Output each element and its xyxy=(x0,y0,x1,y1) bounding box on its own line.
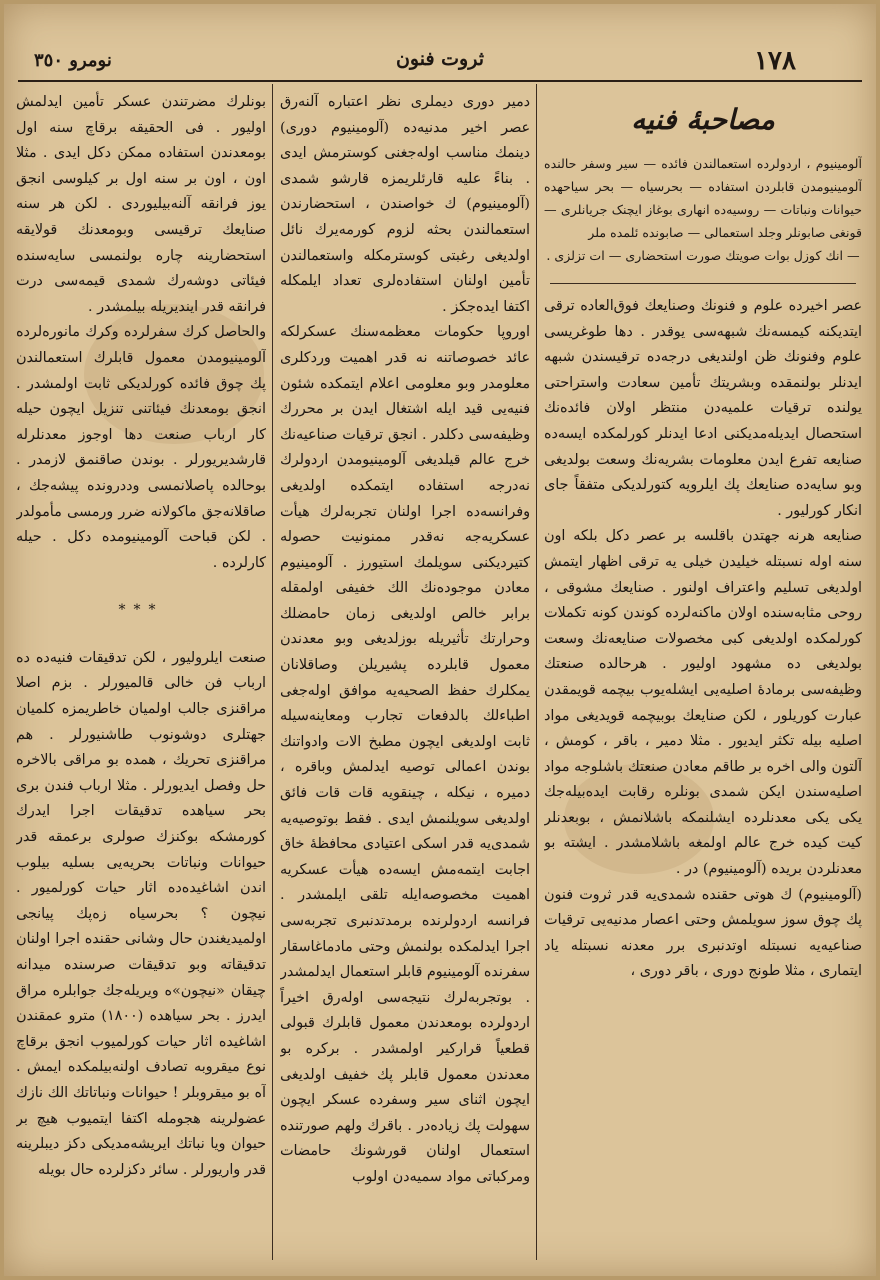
paragraph: والحاصل کرك سفرلرده وکرك مانوره‌لرده آلومینیومدن معمول قابلرك استعمالندن پك چوق فائده کورلدیکی ثابت اولمشدر . انجق بومعدنك فیئاتنی تنزیل ایچون حیله کار ارباب صنعت دها اوجوز معدنلرله قارشدیریورلر . بوندن صاقنمق لازمدر . بوحالده پاصلانمسی وددرونده پیشه‌جك ، صاقلانه‌جق ماکولانه ضرر ورمسی مأمولدر . لکن قباحت آلومینیومده دکل . حیله کارلرده . xyxy=(16,324,266,571)
column-divider xyxy=(536,84,537,1260)
newspaper-page xyxy=(4,4,876,1276)
section-contents: آلومینیوم ، اردولرده استعمالندن فائده — سیر وسفر حالنده آلومینیومدن قابلردن استفاده — بحرسیاه — بحر سیاحهده حیوانات ونباتات — روسیه‌ده انهاری بوغاز ایچنک جریانلری — قونغی صابونلر وجلد استعمالی — صابونده ئلمده ملر xyxy=(544,156,862,240)
section-separator xyxy=(550,283,856,284)
paragraph: دمیر دوری دیملری نظر اعتباره آلنه‌رق عصر اخیر مدنیه‌ده (آلومینیوم دوری) دینمك مناسب اوله‌جغنی کوسترمش ایدی . بناءً علیه قارئلریمزه قارشو شمدی (آلومینیوم) ك خواصندن ، استحضارندن استعمالندن بحثه لزوم کورمه‌یرك نائل اولدیغی رغبتی کوسترمکله واستعمالندن تأمین اولنان استفاده‌لری تعداد ایلمکله اکتفا ایده‌جکز . xyxy=(280,94,530,315)
column-right xyxy=(544,90,862,1260)
journal-title: ثروت فنون xyxy=(395,48,485,70)
column-middle xyxy=(280,90,530,1260)
paragraph: عصر اخیرده علوم و فنونك وصنایعك فوق‌العاده ترقی ایتدیکنه کیمسه‌نك شبهه‌سی یوقدر . دها طوغریسی علوم وفنونك ظن اولندیغی درجه‌ده ترقیسندن شبهه ایدنلر بولنمقده وبشریتك تأمین سعادت واستراحتی یولنده ترقیات علمیه‌دن منتظر اولان فائده‌نك استحصال ایدیله‌مدیکنی ادعا ایدنلر کورلمکده ایسه‌ده صنایعه تفرع ایدن معلومات بشریه‌نك وسعت بولدیغی وبو سایه‌ده صنایعك پك ایلرویه کتورلدیکی متفقاً جای انکار کورلیور . xyxy=(544,298,862,519)
column-divider xyxy=(272,84,273,1260)
section-break-stars: *** xyxy=(118,602,164,619)
header-rule xyxy=(18,80,862,82)
column-left xyxy=(16,90,266,1260)
paragraph: (آلومینیوم) ك هوتی حقنده شمدی‌یه قدر ثروت فنون پك چوق سوز سویلمش وحتی اعصار مدنیه‌یی ترقیات صناعیه‌یه نسبتله اوتدنبری برر معدنه نسبتله یاد ایتماری ، مثلا طونج دوری ، باقر دوری ، xyxy=(544,886,862,980)
page-header xyxy=(4,4,876,84)
page-number: ١٧٨ xyxy=(754,46,796,76)
paragraph: اوروپا حکومات معظمه‌سنك عسکرلکه عائد خصوصاتنه نه قدر اهمیت وردکلری معلومدر وبو معلومی اعلام ایتمکده شئون فنیه‌یی قید ایله اشتغال ایدن بر محررك وظیفه‌سی دکلدر . انجق ترقیات صناعیه‌نك خرج عالم قیلدیغی آلومینیومدن اردولرك نه‌درجه استفاده ایتمکده اولدیغی وفرانسه‌ده اجرا اولنان تجربه‌لرك هیأت عسکریه‌جه نه‌قدر ممنونیت حصوله کتیردیکنی سویلمك استیورز . آلومینیوم معادن موجوده‌نك الك خفیفی اولمقله برابر خالص اولدیغی زمان حامضلك وحرارتك تأثیریله بوزلدیغی وبو معدندن معمول قابلرده پشیریلن وصاقلانان یمکلرك حفظ الصحیه‌یه موافق اوله‌جغی اطباءلك بالدفعات تجارب ومعاینه‌سیله ثابت اولدیغی ایچون مطبخ الات وادواتنك بوندن اعمالی توصیه ایدلمش وباقره ، دمیره ، نیکله ، چینقویه قات قات فائق اولدیغی سویلنمش ایدی . فقط بوتوصیه‌یه شمدی‌یه قدر اسکی اعتیادی محافظهٔ خاق اجابت ایتمه‌مش ایسه‌ده هیأت عسکریه اهمیت مخصوصه‌ایله تلقی ایلمشدر . فرانسه اردولرنده برمدتدنبری تجربه‌سی اجرا ایدلمکده بولنمش وحتی مادماغاسقار سفرنده آلومینیوم قابلر استعمال ایدلمشدر . بوتجربه‌لرك نتیجه‌سی اوله‌رق اخیراً اردولرده بومعدندن معمول قابلرك قبولی قطعیاً قرارکیر اولمشدر . برکره بو معدندن معمول قابلر پك خفیف اولدیغی ایچون اثنای سیر وسفرده عسکر ایچون سهولت پك زیاده‌در . باقرك ولهم صورتنده استعمال اولنان قورشونك حامضات ومرکباتی مواد سمیه‌دن اولوب xyxy=(280,324,530,1185)
paragraph: صنایعه هرنه جهتدن باقلسه بر عصر دكل بلکه اون سنه اوله نسبتله خیلیدن خیلی یه ترقی اظهار ایتمش اولدیغی تسلیم واعتراف اولنور . صنایعك مشوقی ، روحی مثابه‌سنده اولان ماکنه‌لرده کوندن کونه تکملات کورلمکده اولدیغی کبی مخصولات صنایعه‌نك وسعت بولدیغی ده مشهود اولیور . هرحالده صنعتك وظیفه‌سی برمادهٔ اصلیه‌یی ایشله‌یوب بیچمه قویمقدن عبارت کوریلور ، لکن صنایعك بوبیچمه قویدیغی مواد اصلیه بیله تکثر ایدیور . مثلا دمیر ، باقر ، کومش ، آلتون والی اخره بر طاقم معادن صنعتك باشلوجه مواد اصلیه‌سندن ایکن شمدی بونلره رقابت ایده‌بیله‌جك یکی یکی معدنلرده ایشلنمکه باشلانمش ، بوبعدنلر کیت کیده خرج عالم اولمغه باشلامشدر . ایشته بو معدنلردن بریده (آلومینیوم) در . xyxy=(544,528,862,878)
paragraph: صنعت ایلرولیور ، لکن تدقیقات فنیه‌ده ده ارباب فن خالی قالمیورلر . بزم اصلا مراقنزی جالب اولمیان خاطریمزه کلمیان جهتلری دوشونوب طاشنیورلر . هم مراقنزی تحریك ، همده بو مراقی بالاخره حل وفصل ایدیورلر . مثلا ارباب فندن بری بحر سیاهده تدقیقات اجرا ایدرك کورمشکه بوکنزك صولری برعمقه قدر حیوانات ونباتات بحریه‌یی بسلیه بیلوب اندن اشاغیده‌ده اثار حیات کورلمیور . نیچون ؟ بحرسیاه زه‌پك پیانجی اولمیدیغندن حال وشانی حقنده اجرا اولنان تدقیقاته وبو تدقیقات صرسنده میدانه چیقان «نیچون»ه ویریله‌جك جوابلره مراق ایدرز . بحر سیاهده (١٨٠٠) مترو عمقندن اشاغیده اثار حیات کورلمیوب انجق برقاچ نوع میقروبه تصادف اولنه‌بیلمکده ایمش . آه بو میقروبلر ! حیوانات ونباتاتك الك نازك عضولرینه هجومله اکتفا ایتمیوب هیچ بر حیوان ویا نباتك ایریشه‌مدیکی دکز دیبلرینه قدر واریورلر . سائر دکزلرده حال بویله xyxy=(16,649,266,1178)
issue-number: نومرو ٣٥٠ xyxy=(34,50,112,71)
paragraph: بونلرك مضرتندن عسکر تأمین ایدلمش اولیور . فی الحقیقه برقاچ سنه اول بومعدندن استفاده ممکن دکل ایدی . مثلا اون ، اون بر سنه اول بر کیلوسی انجق یوز فرانقه آلنه‌بیلیوردی . لکن هر سنه صنایعك ترقیسی وبومعدنك قولایقه استحضارینه چاره بولنمسی سایه‌سنده فیئاتی دوشه‌رك شمدی قیمه‌سی درت فرانقه قدر ایندیریله بیلمشدر . xyxy=(16,94,266,315)
section-contents-end: — انك كوزل بوات صويتك صورت استحضاری — ات تزلزی . xyxy=(546,248,860,263)
section-title: مصاحبهٔ فنیه xyxy=(631,103,775,136)
